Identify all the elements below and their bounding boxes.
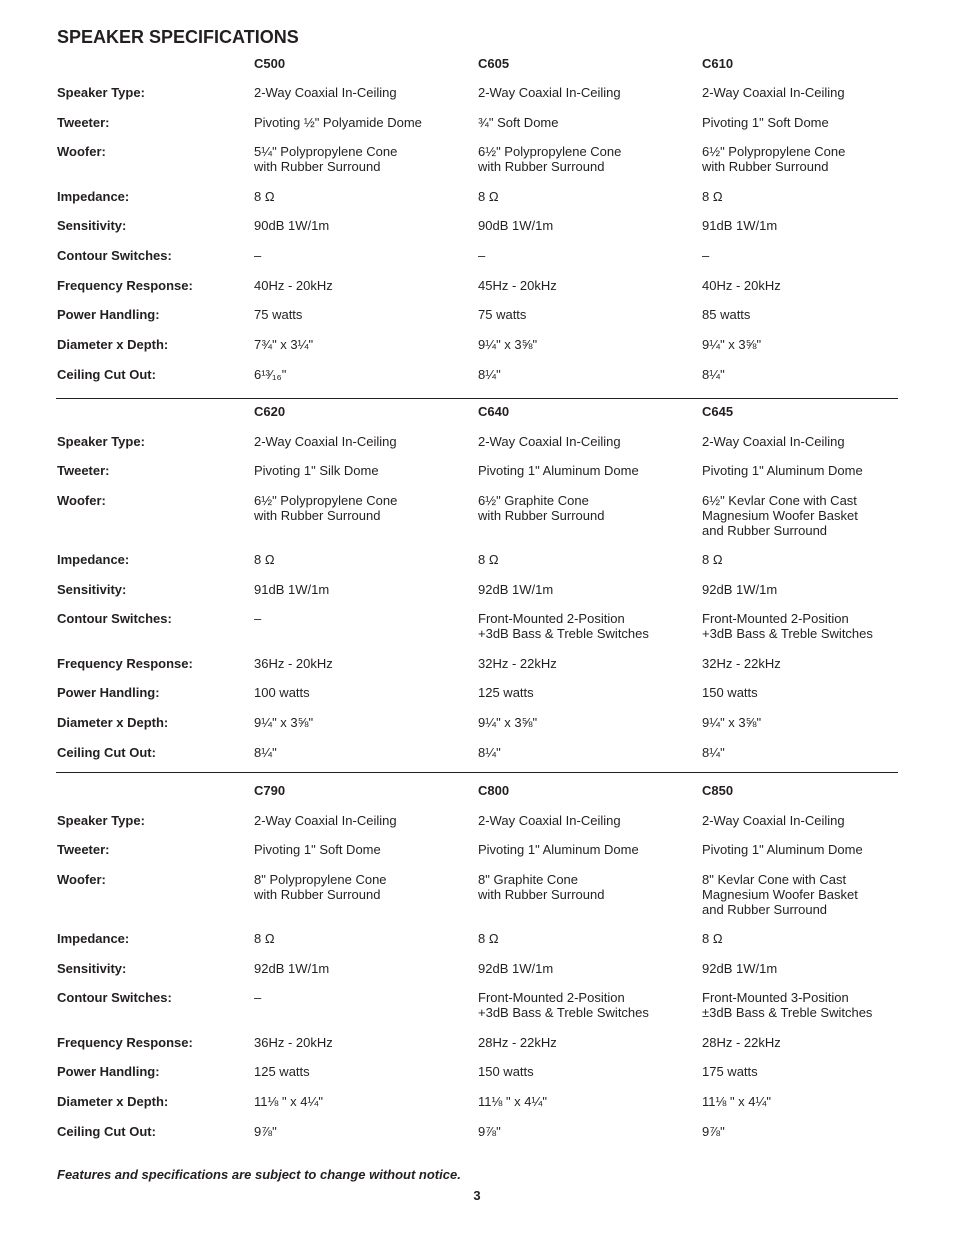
- model-name: C790: [254, 783, 286, 798]
- spec-value: 92dB 1W/1m: [478, 582, 554, 597]
- spec-label: Ceiling Cut Out:: [57, 1124, 156, 1139]
- spec-value: Front-Mounted 3-Position ±3dB Bass & Treble Switches: [702, 990, 873, 1020]
- spec-value: Pivoting 1" Soft Dome: [254, 842, 381, 857]
- section-divider: [56, 398, 898, 399]
- spec-value: 8" Graphite Cone with Rubber Surround: [478, 872, 605, 902]
- model-name: C645: [702, 404, 734, 419]
- model-name: C500: [254, 56, 286, 71]
- spec-label: Woofer:: [57, 493, 106, 508]
- spec-value: 6½" Polypropylene Cone with Rubber Surround: [478, 144, 622, 174]
- spec-label: Impedance:: [57, 552, 130, 567]
- model-name: C850: [702, 783, 734, 798]
- spec-value: 11⅛ " x 4¼": [254, 1094, 323, 1109]
- spec-value: –: [254, 990, 262, 1005]
- spec-value: 75 watts: [478, 307, 527, 322]
- spec-value: Pivoting 1" Aluminum Dome: [702, 842, 863, 857]
- spec-label: Sensitivity:: [57, 961, 127, 976]
- spec-value: 91dB 1W/1m: [702, 218, 778, 233]
- spec-label: Woofer:: [57, 872, 106, 887]
- model-name: C800: [478, 783, 510, 798]
- spec-label: Contour Switches:: [57, 990, 172, 1005]
- spec-value: 100 watts: [254, 685, 310, 700]
- spec-value: 8¼": [702, 367, 725, 382]
- spec-value: 8 Ω: [702, 931, 723, 946]
- spec-value: Pivoting 1" Aluminum Dome: [702, 463, 863, 478]
- spec-value: 9⅞": [702, 1124, 725, 1139]
- spec-value: Front-Mounted 2-Position +3dB Bass & Treble Switches: [702, 611, 873, 641]
- spec-value: Pivoting ½" Polyamide Dome: [254, 115, 422, 130]
- spec-value: 36Hz - 20kHz: [254, 1035, 333, 1050]
- spec-value: 9¼" x 3⅝": [478, 715, 538, 730]
- spec-value: Front-Mounted 2-Position +3dB Bass & Treble Switches: [478, 990, 649, 1020]
- spec-label: Tweeter:: [57, 115, 110, 130]
- spec-value: 40Hz - 20kHz: [702, 278, 781, 293]
- spec-value: 9¼" x 3⅝": [478, 337, 538, 352]
- spec-label: Tweeter:: [57, 842, 110, 857]
- model-name: C640: [478, 404, 510, 419]
- spec-value: –: [254, 248, 262, 263]
- spec-value: 2-Way Coaxial In-Ceiling: [478, 85, 621, 100]
- page-number: 3: [473, 1188, 481, 1203]
- model-name: C605: [478, 56, 510, 71]
- spec-value: 32Hz - 22kHz: [478, 656, 557, 671]
- spec-value: 6½" Graphite Cone with Rubber Surround: [478, 493, 605, 523]
- spec-value: 8 Ω: [254, 189, 275, 204]
- spec-value: 9¼" x 3⅝": [702, 715, 762, 730]
- spec-value: 2-Way Coaxial In-Ceiling: [254, 85, 397, 100]
- spec-value: 8 Ω: [702, 189, 723, 204]
- spec-label: Impedance:: [57, 931, 130, 946]
- spec-value: 11⅛ " x 4¼": [478, 1094, 547, 1109]
- spec-value: ¾" Soft Dome: [478, 115, 559, 130]
- spec-value: 9¼" x 3⅝": [702, 337, 762, 352]
- spec-value: 8¼": [702, 745, 725, 760]
- spec-label: Contour Switches:: [57, 611, 172, 626]
- spec-value: 8 Ω: [478, 552, 499, 567]
- spec-value: 2-Way Coaxial In-Ceiling: [478, 434, 621, 449]
- spec-value: 28Hz - 22kHz: [702, 1035, 781, 1050]
- spec-value: 75 watts: [254, 307, 303, 322]
- spec-value: 150 watts: [478, 1064, 534, 1079]
- spec-value: –: [702, 248, 710, 263]
- spec-label: Tweeter:: [57, 463, 110, 478]
- spec-value: 2-Way Coaxial In-Ceiling: [478, 813, 621, 828]
- spec-value: 28Hz - 22kHz: [478, 1035, 557, 1050]
- spec-value: 92dB 1W/1m: [478, 961, 554, 976]
- spec-value: 8 Ω: [478, 189, 499, 204]
- spec-label: Frequency Response:: [57, 1035, 193, 1050]
- spec-value: 11⅛ " x 4¼": [702, 1094, 771, 1109]
- spec-value: 2-Way Coaxial In-Ceiling: [254, 434, 397, 449]
- spec-label: Ceiling Cut Out:: [57, 367, 156, 382]
- spec-value: 91dB 1W/1m: [254, 582, 330, 597]
- spec-label: Power Handling:: [57, 1064, 160, 1079]
- spec-value: 92dB 1W/1m: [702, 961, 778, 976]
- spec-value: –: [254, 611, 262, 626]
- spec-value: 125 watts: [478, 685, 534, 700]
- spec-value: 8¼": [478, 367, 501, 382]
- spec-value: 8 Ω: [478, 931, 499, 946]
- spec-label: Contour Switches:: [57, 248, 172, 263]
- spec-value: 5¼" Polypropylene Cone with Rubber Surround: [254, 144, 398, 174]
- spec-value: 150 watts: [702, 685, 758, 700]
- spec-value: 92dB 1W/1m: [254, 961, 330, 976]
- spec-label: Power Handling:: [57, 685, 160, 700]
- spec-value: Pivoting 1" Aluminum Dome: [478, 463, 639, 478]
- spec-label: Frequency Response:: [57, 656, 193, 671]
- spec-value: 6½" Kevlar Cone with Cast Magnesium Woofer Basket and Rubber Surround: [702, 493, 858, 538]
- spec-value: 125 watts: [254, 1064, 310, 1079]
- spec-label: Speaker Type:: [57, 813, 145, 828]
- spec-value: 32Hz - 22kHz: [702, 656, 781, 671]
- spec-label: Speaker Type:: [57, 85, 145, 100]
- spec-value: 8 Ω: [702, 552, 723, 567]
- spec-value: 90dB 1W/1m: [254, 218, 330, 233]
- spec-value: 8¼": [254, 745, 277, 760]
- spec-value: 85 watts: [702, 307, 751, 322]
- footnote: Features and specifications are subject to change without notice.: [57, 1167, 461, 1182]
- spec-value: 9⅞": [254, 1124, 277, 1139]
- spec-value: Pivoting 1" Aluminum Dome: [478, 842, 639, 857]
- spec-value: –: [478, 248, 486, 263]
- spec-value: 8 Ω: [254, 931, 275, 946]
- spec-value: 90dB 1W/1m: [478, 218, 554, 233]
- spec-label: Power Handling:: [57, 307, 160, 322]
- spec-value: 36Hz - 20kHz: [254, 656, 333, 671]
- spec-value: 6½" Polypropylene Cone with Rubber Surround: [702, 144, 846, 174]
- spec-label: Diameter x Depth:: [57, 1094, 169, 1109]
- spec-label: Impedance:: [57, 189, 130, 204]
- spec-label: Diameter x Depth:: [57, 715, 169, 730]
- spec-value: 6½" Polypropylene Cone with Rubber Surround: [254, 493, 398, 523]
- spec-label: Diameter x Depth:: [57, 337, 169, 352]
- spec-label: Sensitivity:: [57, 582, 127, 597]
- model-name: C620: [254, 404, 286, 419]
- section-divider: [56, 772, 898, 773]
- spec-value: 6¹³⁄₁₆": [254, 367, 287, 382]
- model-name: C610: [702, 56, 734, 71]
- spec-value: 45Hz - 20kHz: [478, 278, 557, 293]
- spec-value: 2-Way Coaxial In-Ceiling: [254, 813, 397, 828]
- spec-value: 9⅞": [478, 1124, 501, 1139]
- spec-value: Pivoting 1" Soft Dome: [702, 115, 829, 130]
- spec-label: Woofer:: [57, 144, 106, 159]
- spec-label: Frequency Response:: [57, 278, 193, 293]
- spec-label: Ceiling Cut Out:: [57, 745, 156, 760]
- spec-label: Sensitivity:: [57, 218, 127, 233]
- spec-value: 8" Kevlar Cone with Cast Magnesium Woofer Basket and Rubber Surround: [702, 872, 858, 917]
- spec-value: Pivoting 1" Silk Dome: [254, 463, 379, 478]
- spec-value: 9¼" x 3⅝": [254, 715, 314, 730]
- spec-value: 7¾" x 3¼": [254, 337, 314, 352]
- spec-value: 8 Ω: [254, 552, 275, 567]
- spec-value: 2-Way Coaxial In-Ceiling: [702, 813, 845, 828]
- spec-value: 2-Way Coaxial In-Ceiling: [702, 434, 845, 449]
- spec-value: Front-Mounted 2-Position +3dB Bass & Treble Switches: [478, 611, 649, 641]
- spec-value: 2-Way Coaxial In-Ceiling: [702, 85, 845, 100]
- spec-value: 40Hz - 20kHz: [254, 278, 333, 293]
- spec-value: 175 watts: [702, 1064, 758, 1079]
- spec-value: 8" Polypropylene Cone with Rubber Surround: [254, 872, 387, 902]
- spec-value: 8¼": [478, 745, 501, 760]
- spec-value: 92dB 1W/1m: [702, 582, 778, 597]
- page-title: SPEAKER SPECIFICATIONS: [57, 27, 299, 47]
- spec-label: Speaker Type:: [57, 434, 145, 449]
